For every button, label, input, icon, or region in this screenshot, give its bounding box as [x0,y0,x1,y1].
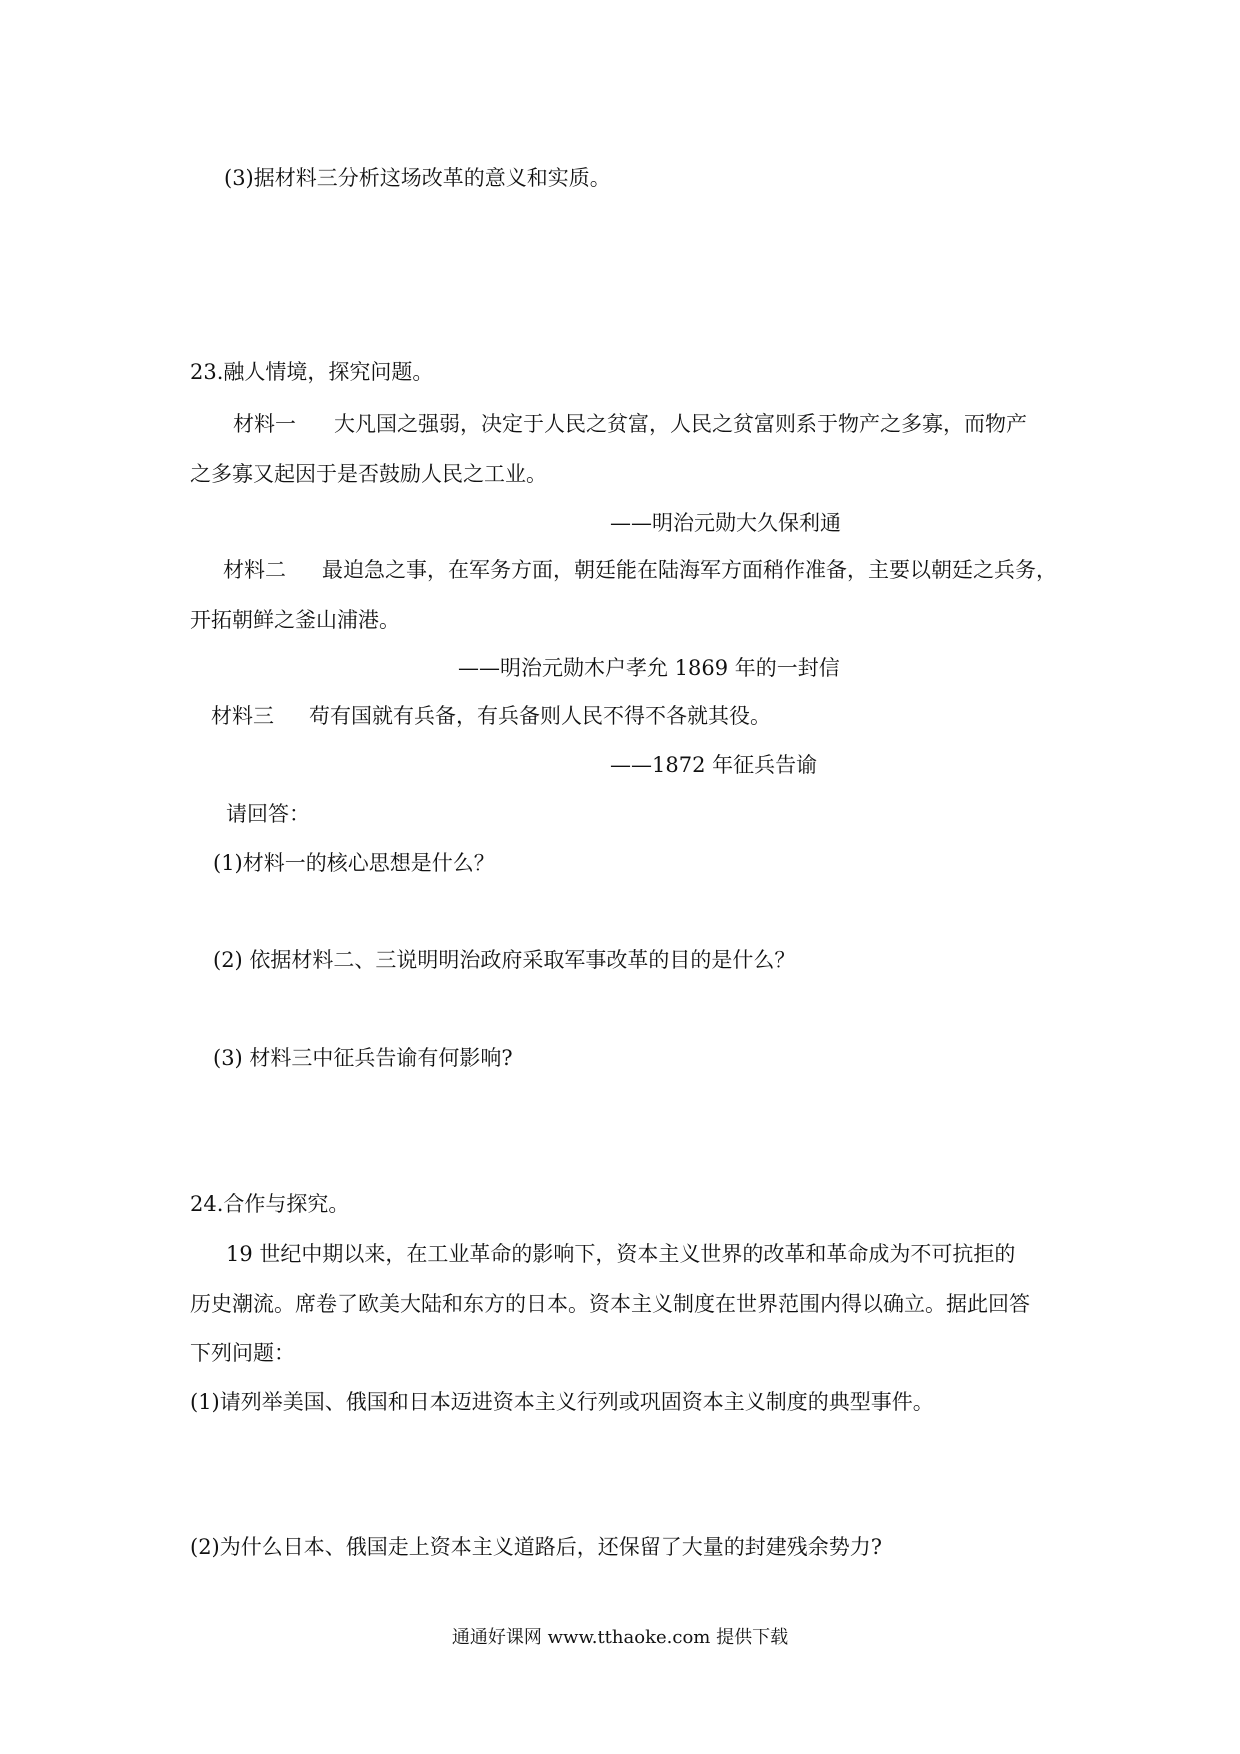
q24-sub1: (1)请列举美国、俄国和日本迈进资本主义行列或巩固资本主义制度的典型事件。 [190,1390,934,1414]
q24-para-line3: 下列问题： [190,1341,295,1365]
q24-para-line1: 19 世纪中期以来，在工业革命的影响下，资本主义世界的改革和革命成为不可抗拒的 [226,1242,1016,1266]
q23-material2-source: ——明治元勋木户孝允 1869 年的一封信 [458,656,840,680]
q23-material1-label: 材料一 [233,412,296,436]
q23-material1-line1: 大凡国之强弱，决定于人民之贫富，人民之贫富则系于物产之多寡，而物产 [334,412,1027,436]
q24-para-line2: 历史潮流。席卷了欧美大陆和东方的日本。资本主义制度在世界范围内得以确立。据此回答 [190,1292,1030,1316]
q23-title: 23.融人情境，探究问题。 [190,360,434,384]
q23-material3-source: ——1872 年征兵告谕 [610,753,818,777]
q23-sub2: (2) 依据材料二、三说明明治政府采取军事改革的目的是什么？ [213,948,796,972]
q23-material2-line2: 开拓朝鲜之釜山浦港。 [190,608,400,632]
q24-title: 24.合作与探究。 [190,1192,350,1216]
q23-material2-label: 材料二 [223,558,286,582]
q23-prompt: 请回答： [226,802,310,826]
q22-sub3: (3)据材料三分析这场改革的意义和实质。 [224,166,611,190]
q23-material3-label: 材料三 [211,704,274,728]
q23-sub3: (3) 材料三中征兵告谕有何影响? [213,1046,513,1070]
q23-material1-source: ——明治元勋大久保利通 [610,511,841,535]
q23-material1-line2: 之多寡又起因于是否鼓励人民之工业。 [190,462,547,486]
q23-material2-line1: 最迫急之事，在军务方面，朝廷能在陆海军方面稍作准备，主要以朝廷之兵务， [322,558,1057,582]
q24-sub2: (2)为什么日本、俄国走上资本主义道路后，还保留了大量的封建残余势力? [190,1535,883,1559]
q23-sub1: (1)材料一的核心思想是什么？ [213,851,495,875]
q23-material3-line1: 苟有国就有兵备，有兵备则人民不得不各就其役。 [309,704,771,728]
footer-download-note: 通通好课网 www.tthaoke.com 提供下载 [451,1627,789,1648]
